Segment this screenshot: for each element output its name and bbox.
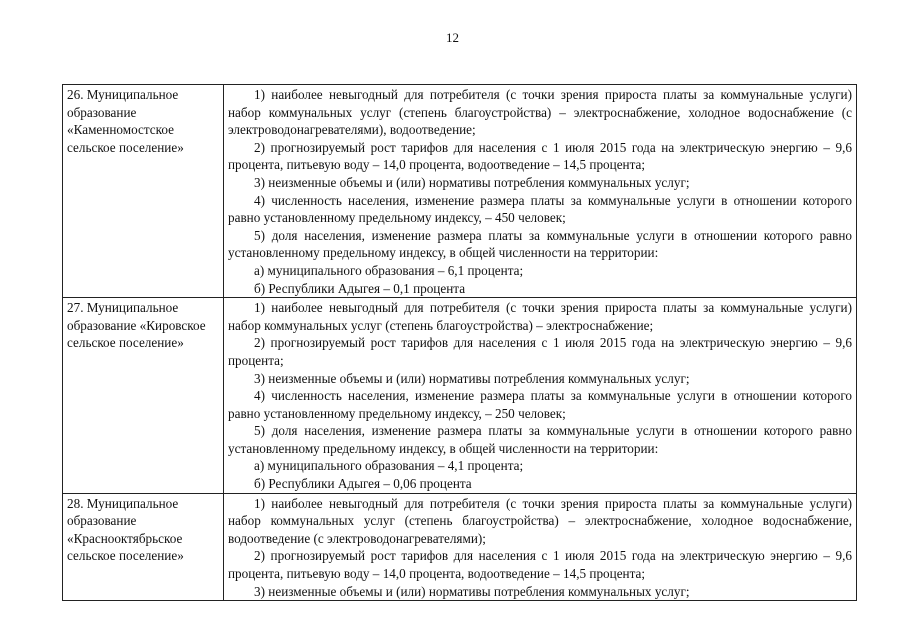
condition-paragraph: 4) численность населения, изменение размера платы за коммунальные услуги в отношении которого равно установленному предельному индексу, – 450 человек; (228, 192, 852, 226)
condition-paragraph: 5) доля населения, изменение размера платы за коммунальные услуги в отношении которого равно установленному предельному индексу, в общей численности на территории: (228, 423, 852, 456)
condition-sub-item: б) Республики Адыгея – 0,06 процента (254, 476, 472, 492)
condition-paragraph: 2) прогнозируемый рост тарифов для населения с 1 июля 2015 года на электрическую энергию – 9,6 процента, питьевую воду – 14,0 процента, водоотведение – 14,5 процента; (228, 548, 852, 582)
condition-sub-item: б) Республики Адыгея – 0,1 процента (254, 280, 466, 296)
condition-paragraph: 1) наиболее невыгодный для потребителя (с точки зрения прироста платы за коммунальные услуги) набор коммунальных услуг (степень благоустройства) – электроснабжение, холодное водоснабжение (с электроводонагревателями), водоотведение; (228, 87, 852, 138)
conditions-cell (224, 493, 857, 601)
condition-paragraph: 3) неизменные объемы и (или) нормативы потребления коммунальных услуг; (254, 583, 690, 599)
table-row (63, 493, 857, 601)
tariff-table (62, 84, 857, 601)
condition-paragraph: 1) наиболее невыгодный для потребителя (с точки зрения прироста платы за коммунальные услуги) набор коммунальных услуг (степень благоустройства) – электроснабжение; (228, 300, 852, 333)
municipality-cell: 26. Муниципальное образование «Каменномостское сельское поселение» (63, 85, 224, 298)
conditions-cell (224, 298, 857, 494)
condition-paragraph: 1) наиболее невыгодный для потребителя (с точки зрения прироста платы за коммунальные услуги) набор коммунальных услуг (степень благоустройства) – электроснабжение, холодное водоснабжение, водоотведение (с электроводонагревателями); (228, 495, 852, 546)
conditions-cell (224, 85, 857, 298)
condition-paragraph: 3) неизменные объемы и (или) нормативы потребления коммунальных услуг; (254, 370, 690, 386)
condition-paragraph: 3) неизменные объемы и (или) нормативы потребления коммунальных услуг; (254, 174, 690, 190)
condition-paragraph: 5) доля населения, изменение размера платы за коммунальные услуги в отношении которого равно установленному предельному индексу, в общей численности на территории: (228, 227, 852, 261)
condition-paragraph: 2) прогнозируемый рост тарифов для населения с 1 июля 2015 года на электрическую энергию – 9,6 процента, питьевую воду – 14,0 процента, водоотведение – 14,5 процента; (228, 139, 852, 173)
condition-paragraph: 4) численность населения, изменение размера платы за коммунальные услуги в отношении которого равно установленному предельному индексу, – 250 человек; (228, 388, 852, 421)
municipality-cell: 28. Муниципальное образование «Краснооктябрьское сельское поселение» (63, 493, 224, 601)
municipality-cell: 27. Муниципальное образование «Кировское сельское поселение» (63, 298, 224, 494)
table-row (63, 298, 857, 494)
table-row (63, 85, 857, 298)
condition-paragraph: 2) прогнозируемый рост тарифов для населения с 1 июля 2015 года на электрическую энергию – 9,6 процента; (228, 335, 852, 368)
condition-sub-item: а) муниципального образования – 6,1 процента; (254, 262, 524, 278)
condition-sub-item: а) муниципального образования – 4,1 процента; (254, 458, 524, 474)
page-number: 12 (446, 30, 459, 45)
